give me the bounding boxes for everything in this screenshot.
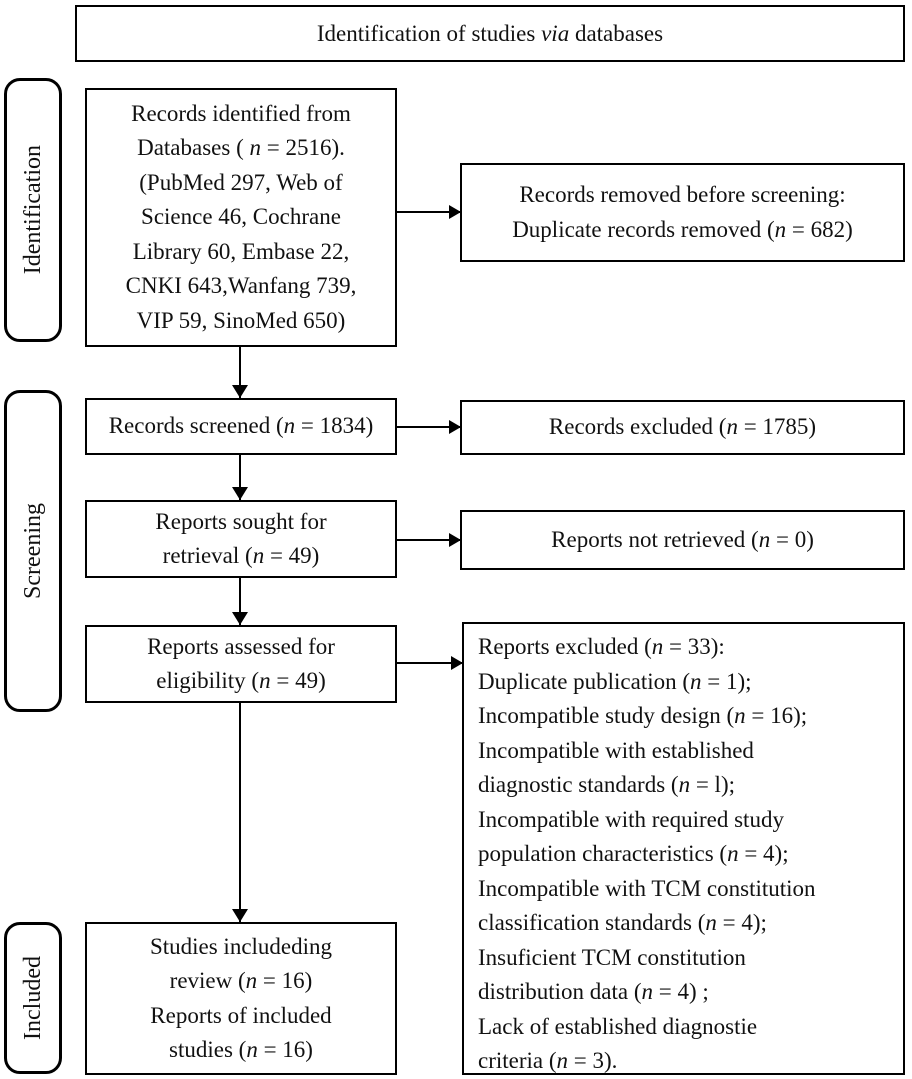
box-records-screened: Records screened (n = 1834) <box>85 398 397 455</box>
stage-label-identification: Identification <box>4 78 62 342</box>
box-reports-sought: Reports sought for retrieval (n = 49) <box>85 500 397 578</box>
box-reports-assessed: Reports assessed for eligibility (n = 49) <box>85 625 397 703</box>
box-reports-excluded: Reports excluded (n = 33): Duplicate publication (n = 1); Incompatible study design (n = 16); Incompatible with established diagnostic standards (n = l); Incompatible with required study population characteristics (n = 4); Incompatible with TCM constitution classification standards (n = 4); Insuficient TCM constitution distribution data (n = 4) ; Lack of established diagnostie criteria (n = 3). <box>462 622 905 1075</box>
stage-label-included: Included <box>4 922 62 1074</box>
box-studies-included: Studies includeding review (n = 16) Reports of included studies (n = 16) <box>85 922 397 1075</box>
box-records-removed: Records removed before screening: Duplicate records removed (n = 682) <box>460 163 905 262</box>
arrow-screened-to-excluded <box>397 426 460 428</box>
arrow-assessed-to-included <box>239 703 241 922</box>
box-records-excluded: Records excluded (n = 1785) <box>460 400 905 455</box>
header-title: Identification of studies via databases <box>316 20 664 46</box>
arrow-sought-to-not-retrieved <box>397 539 460 541</box>
arrow-identified-to-screened <box>239 347 241 398</box>
arrow-screened-to-sought <box>239 455 241 500</box>
header-box <box>75 5 905 62</box>
box-reports-not-retrieved: Reports not retrieved (n = 0) <box>460 510 905 570</box>
box-records-identified: Records identified from Databases ( n = 2516). (PubMed 297, Web of Science 46, Cochrane Library 60, Embase 22, CNKI 643,Wanfang 739, VIP 59, SinoMed 650) <box>85 88 397 347</box>
arrow-assessed-to-reports-excluded <box>397 662 462 664</box>
stage-label-screening: Screening <box>4 390 62 712</box>
arrow-sought-to-assessed <box>239 578 241 625</box>
arrow-identified-to-removed <box>397 211 460 213</box>
